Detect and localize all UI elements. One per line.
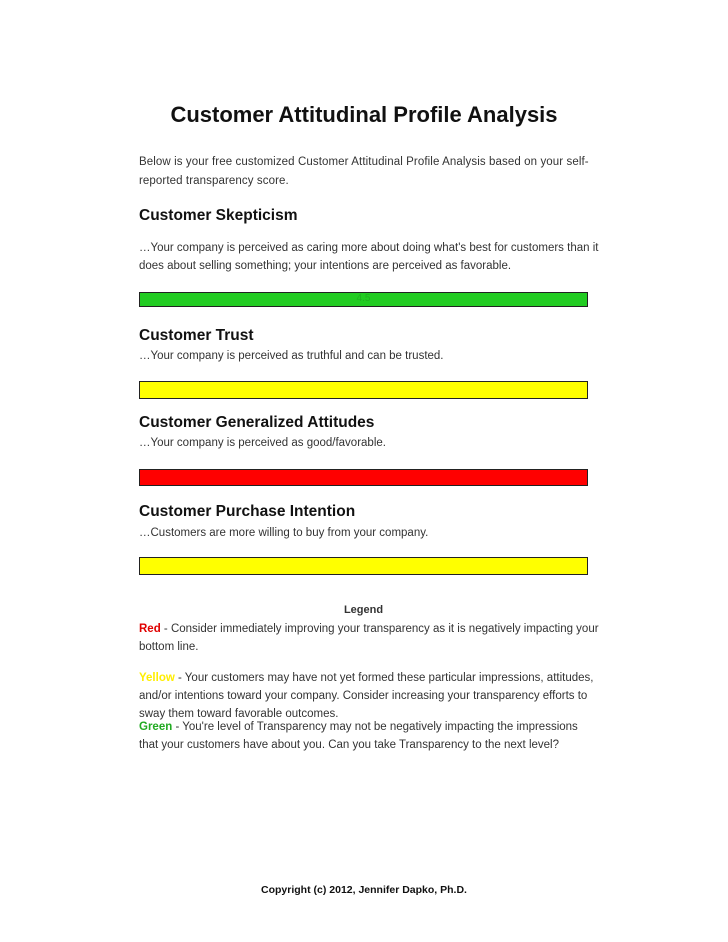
legend-red-label: Red: [139, 623, 161, 635]
legend-title: Legend: [343, 604, 384, 616]
legend-green-text: - You're level of Transparency may not be negatively impacting the impressions that your customers have about you. Can you take Transparency to the next level?: [139, 721, 578, 751]
legend-red: [139, 620, 599, 656]
section-heading-trust: Customer Trust: [139, 327, 254, 344]
score-bar-attitudes: [139, 469, 588, 486]
legend-yellow: [139, 669, 599, 723]
section-description-purchase-intention: …Customers are more willing to buy from your company.: [139, 527, 429, 539]
legend-red-text: - Consider immediately improving your transparency as it is negatively impacting your bottom line.: [139, 623, 599, 653]
score-value-skepticism: 4.5: [356, 293, 371, 304]
section-heading-attitudes: Customer Generalized Attitudes: [139, 414, 375, 431]
copyright-footer: Copyright (c) 2012, Jennifer Dapko, Ph.D.: [261, 884, 467, 896]
score-bar-trust: [139, 381, 588, 399]
section-description-attitudes: …Your company is perceived as good/favorable.: [139, 437, 386, 449]
legend-yellow-text: - Your customers may have not yet formed these particular impressions, attitudes, and/or intentions toward your company. Consider increasing your transparency efforts to sway them toward favorable outcomes.: [139, 672, 594, 720]
legend-green-label: Green: [139, 721, 173, 733]
legend-yellow-label: Yellow: [139, 672, 175, 684]
legend-green: [139, 718, 599, 754]
section-heading-purchase-intention: Customer Purchase Intention: [139, 503, 356, 520]
page-title: Customer Attitudinal Profile Analysis: [170, 102, 558, 127]
intro-text: Below is your free customized Customer Attitudinal Profile Analysis based on your self-reported transparency score.: [139, 156, 589, 187]
section-heading-skepticism: Customer Skepticism: [139, 207, 298, 224]
score-bar-skepticism: [139, 292, 588, 307]
section-description-trust: …Your company is perceived as truthful and can be trusted.: [139, 350, 444, 362]
section-description-skepticism: …Your company is perceived as caring more about doing what's best for customers than it does about selling something; your intentions are perceived as favorable.: [139, 242, 599, 272]
score-bar-purchase-intention: [139, 557, 588, 575]
